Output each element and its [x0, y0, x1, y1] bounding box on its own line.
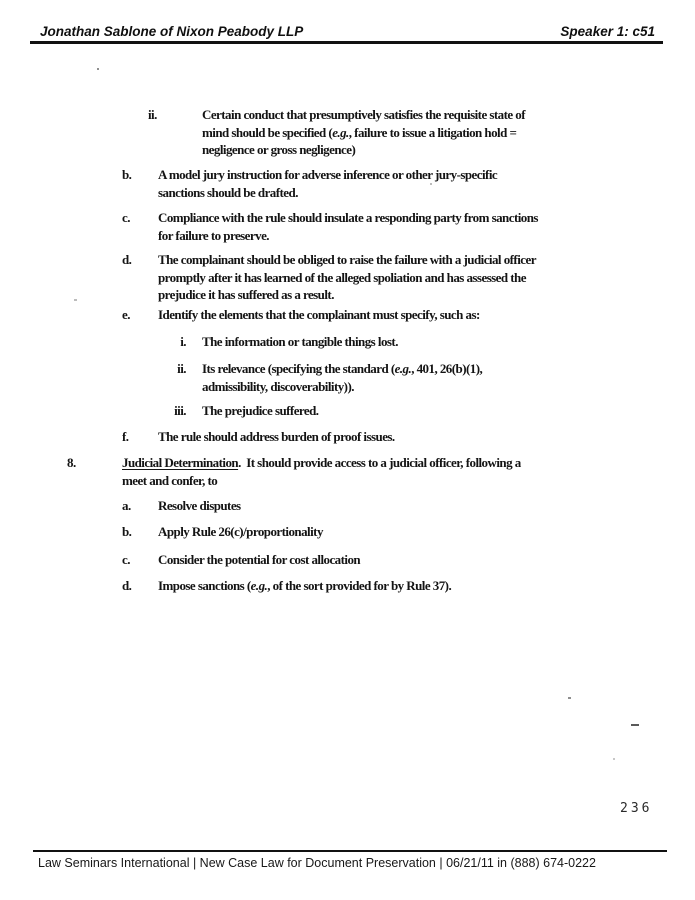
- list-item: [0, 106, 607, 159]
- list-item-text: The complainant should be obliged to raise the failure with a judicial officer promptly after it has learned of the alleged spoliation and has assessed the prejudice it has suffered as a result.: [158, 252, 536, 303]
- header-author: Jonathan Sablone of Nixon Peabody LLP: [40, 24, 304, 39]
- list-item-marker: ii.: [177, 361, 186, 376]
- list-item-text: Judicial Determination. It should provide access to a judicial officer, following a meet and confer, to: [122, 455, 521, 488]
- list-item-text: Identify the elements that the complainant must specify, such as:: [158, 307, 480, 322]
- list-item-marker: c.: [122, 210, 130, 225]
- list-item: [0, 523, 603, 541]
- list-item: [0, 402, 607, 420]
- footer-rule: [33, 850, 667, 852]
- list-item-text: Apply Rule 26(c)/proportionality: [158, 524, 323, 539]
- list-item-text: Consider the potential for cost allocation: [158, 552, 361, 567]
- list-item-text: Its relevance (specifying the standard (e.g., 401, 26(b)(1), admissibility, discoverability)).: [202, 361, 483, 394]
- list-item: [0, 577, 603, 595]
- list-item-marker: f.: [122, 429, 129, 444]
- list-item-text: Impose sanctions (e.g., of the sort provided for by Rule 37).: [158, 578, 452, 593]
- list-item: [0, 454, 600, 489]
- list-item-text: The rule should address burden of proof issues.: [158, 429, 395, 444]
- header-speaker-label: Speaker 1: c51: [560, 24, 655, 39]
- list-item: [0, 166, 603, 201]
- header-rule: [30, 41, 663, 44]
- scan-speck: [97, 68, 99, 70]
- page-footer: Law Seminars International | New Case Law for Document Preservation | 06/21/11 in (888) 674-0222: [38, 856, 596, 870]
- list-item-text: The prejudice suffered.: [202, 403, 319, 418]
- list-item-marker: ii.: [148, 107, 157, 122]
- list-item: [0, 306, 603, 324]
- list-item-marker: iii.: [174, 403, 186, 418]
- list-item: [0, 209, 603, 244]
- list-item-marker: b.: [122, 524, 132, 539]
- list-item: [0, 428, 603, 446]
- scan-speck: [74, 299, 77, 301]
- list-item: [0, 497, 603, 515]
- list-item-marker: d.: [122, 252, 132, 267]
- list-item-text: Certain conduct that presumptively satisfies the requisite state of mind should be specified (e.g., failure to issue a litigation hold = negligence or gross negligence): [202, 107, 526, 158]
- list-item-marker: c.: [122, 552, 130, 567]
- scan-speck: [613, 758, 615, 760]
- list-item-marker: 8.: [67, 455, 76, 470]
- scan-speck: [568, 697, 571, 699]
- list-item: [0, 251, 603, 304]
- list-item: [0, 551, 603, 569]
- list-item-text: A model jury instruction for adverse inference or other jury-specific sanctions should be drafted.: [158, 167, 498, 200]
- page-number: 236: [620, 801, 653, 816]
- list-item: [0, 360, 607, 395]
- list-item-marker: a.: [122, 498, 131, 513]
- list-item-marker: b.: [122, 167, 132, 182]
- list-item: [0, 333, 607, 351]
- list-item-text: Compliance with the rule should insulate a responding party from sanctions for failure to preserve.: [158, 210, 538, 243]
- list-item-marker: d.: [122, 578, 132, 593]
- page-header: [40, 24, 655, 39]
- scan-speck: [631, 724, 639, 726]
- list-item-text: Resolve disputes: [158, 498, 241, 513]
- list-item-text: The information or tangible things lost.: [202, 334, 398, 349]
- scan-speck: [430, 183, 432, 185]
- list-item-marker: i.: [180, 334, 186, 349]
- list-item-marker: e.: [122, 307, 130, 322]
